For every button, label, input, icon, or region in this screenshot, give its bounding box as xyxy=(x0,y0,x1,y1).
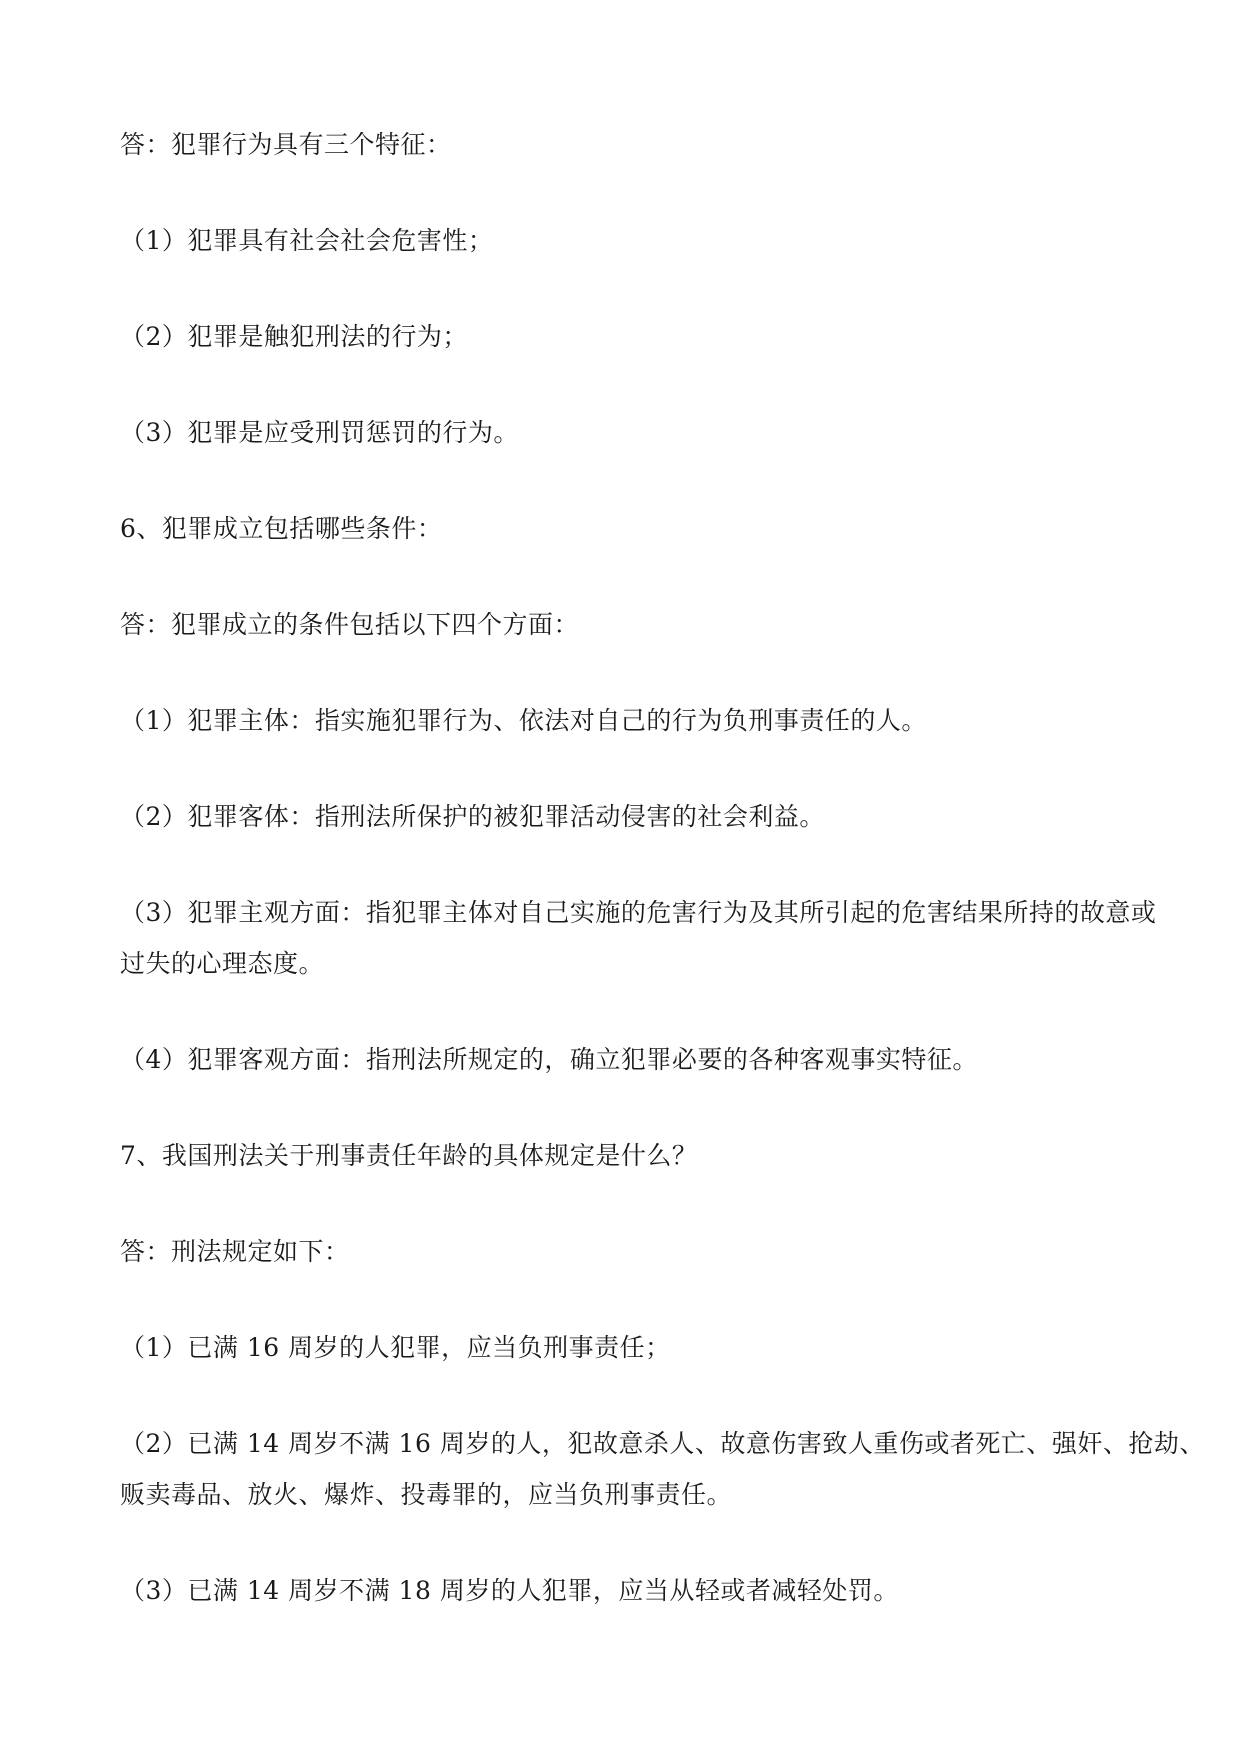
feature-3: （3）犯罪是应受刑罚惩罚的行为。 xyxy=(120,418,519,447)
question-6: 6、犯罪成立包括哪些条件： xyxy=(120,514,443,543)
age-rule-1: （1）已满 16 周岁的人犯罪，应当负刑事责任； xyxy=(120,1333,671,1362)
feature-1: （1）犯罪具有社会社会危害性； xyxy=(120,226,494,255)
age-rule-2-line-1: （2）已满 14 周岁不满 16 周岁的人，犯故意杀人、故意伤害致人重伤或者死亡、强奸、抢劫、 xyxy=(120,1429,1205,1458)
age-rule-3: （3）已满 14 周岁不满 18 周岁的人犯罪，应当从轻或者减轻处罚。 xyxy=(120,1576,899,1605)
feature-2: （2）犯罪是触犯刑法的行为； xyxy=(120,322,468,351)
condition-2: （2）犯罪客体：指刑法所保护的被犯罪活动侵害的社会利益。 xyxy=(120,802,825,831)
answer-heading-conditions: 答：犯罪成立的条件包括以下四个方面： xyxy=(120,610,580,639)
question-7: 7、我国刑法关于刑事责任年龄的具体规定是什么？ xyxy=(120,1141,698,1170)
condition-3-line-2: 过失的心理态度。 xyxy=(120,949,325,978)
condition-4: （4）犯罪客观方面：指刑法所规定的，确立犯罪必要的各种客观事实特征。 xyxy=(120,1045,978,1074)
age-rule-2-line-2: 贩卖毒品、放火、爆炸、投毒罪的，应当负刑事责任。 xyxy=(120,1480,733,1509)
condition-3-line-1: （3）犯罪主观方面：指犯罪主体对自己实施的危害行为及其所引起的危害结果所持的故意或 xyxy=(120,898,1157,927)
condition-1: （1）犯罪主体：指实施犯罪行为、依法对自己的行为负刑事责任的人。 xyxy=(120,706,927,735)
answer-heading-crime-features: 答：犯罪行为具有三个特征： xyxy=(120,130,452,159)
answer-heading-age: 答：刑法规定如下： xyxy=(120,1237,350,1266)
